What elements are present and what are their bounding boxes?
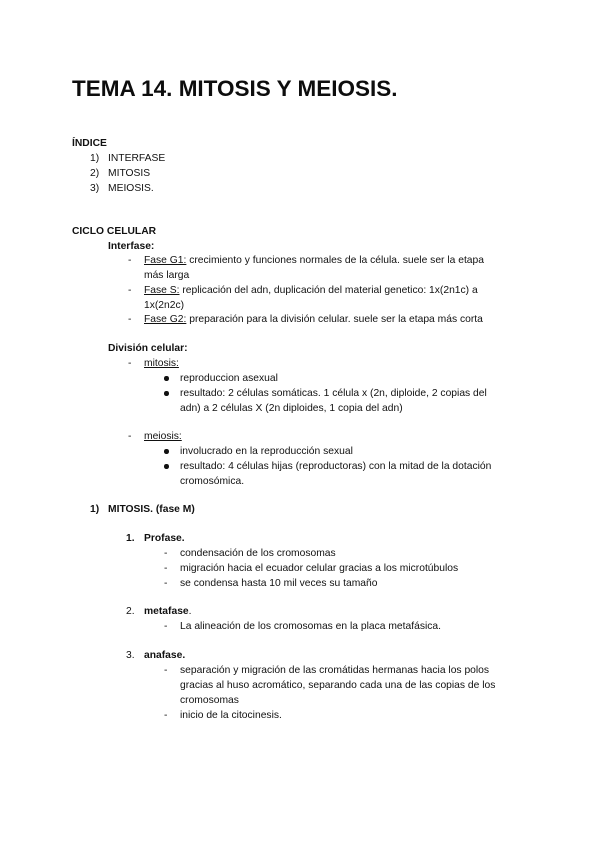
phase-name-suffix: . — [188, 606, 192, 617]
list-item-g1 — [144, 253, 484, 268]
dash-bullet: - — [164, 710, 168, 721]
dash-bullet: - — [128, 314, 132, 325]
term-label: Fase S: — [144, 285, 180, 296]
phase-item-continuation: cromosomas — [180, 695, 239, 706]
section-heading-ciclo-celular: CICLO CELULAR — [72, 226, 157, 237]
phase-item: se condensa hasta 10 mil veces su tamaño — [180, 578, 378, 589]
list-item-continuation: más larga — [144, 270, 190, 281]
phase-item: condensación de los cromosomas — [180, 548, 336, 559]
index-item-number: 1) — [90, 153, 100, 164]
phase-item: inicio de la citocinesis. — [180, 710, 282, 721]
phase-name-metafase — [144, 604, 192, 619]
index-item-number: 3) — [90, 183, 100, 194]
bullet-item-continuation: cromosómica. — [180, 476, 245, 487]
bullet-item: resultado: 2 células somáticas. 1 célula x (2n, diploide, 2 copias del — [180, 388, 487, 399]
term-text: replicación del adn, duplicación del material genetico: 1x(2n1c) a — [179, 285, 478, 296]
dash-bullet: - — [128, 285, 132, 296]
section-number: 1) — [90, 504, 100, 515]
dash-bullet: - — [128, 358, 132, 369]
index-item: INTERFASE — [108, 153, 166, 164]
term-text: crecimiento y funciones normales de la célula. suele ser la etapa — [186, 255, 484, 266]
term-text: preparación para la división celular. suele ser la etapa más corta — [186, 314, 483, 325]
subheading-interfase: Interfase: — [108, 241, 155, 252]
bullet-item-continuation: adn) a 2 células X (2n diploides, 1 copia del adn) — [180, 403, 403, 414]
dash-bullet: - — [164, 578, 168, 589]
bullet-dot — [164, 376, 169, 381]
index-item: MITOSIS — [108, 168, 151, 179]
list-item-s — [144, 283, 478, 298]
phase-number: 2. — [126, 606, 135, 617]
subheading-division-celular: División celular: — [108, 343, 188, 354]
bullet-item: resultado: 4 células hijas (reproductoras) con la mitad de la dotación — [180, 461, 492, 472]
dash-bullet: - — [128, 431, 132, 442]
list-item-g2 — [144, 312, 483, 327]
section-heading-mitosis: MITOSIS. (fase M) — [108, 504, 195, 515]
phase-item: migración hacia el ecuador celular gracias a los microtúbulos — [180, 563, 459, 574]
dash-bullet: - — [128, 255, 132, 266]
dash-bullet: - — [164, 665, 168, 676]
index-item-number: 2) — [90, 168, 100, 179]
index-heading: ÍNDICE — [72, 138, 107, 149]
dash-bullet: - — [164, 548, 168, 559]
phase-item: La alineación de los cromosomas en la placa metafásica. — [180, 621, 441, 632]
phase-item: separación y migración de las cromátidas hermanas hacia los polos — [180, 665, 490, 676]
bullet-dot — [164, 391, 169, 396]
phase-number: 1. — [126, 533, 135, 544]
term-mitosis: mitosis: — [144, 358, 179, 369]
bullet-dot — [164, 449, 169, 454]
term-meiosis: meiosis: — [144, 431, 182, 442]
bullet-item: involucrado en la reproducción sexual — [180, 446, 353, 457]
dash-bullet: - — [164, 621, 168, 632]
bullet-item: reproduccion asexual — [180, 373, 278, 384]
phase-name-profase: Profase. — [144, 533, 185, 544]
index-item: MEIOSIS. — [108, 183, 154, 194]
term-label: Fase G1: — [144, 255, 187, 266]
phase-number: 3. — [126, 650, 135, 661]
phase-name: metafase — [144, 606, 189, 617]
dash-bullet: - — [164, 563, 168, 574]
term-label: Fase G2: — [144, 314, 187, 325]
list-item-continuation: 1x(2n2c) — [144, 300, 185, 311]
phase-name-anafase: anafase. — [144, 650, 186, 661]
bullet-dot — [164, 464, 169, 469]
phase-item-continuation: gracias al huso acromático, separando cada una de las copias de los — [180, 680, 496, 691]
page-title: TEMA 14. MITOSIS Y MEIOSIS. — [72, 76, 398, 101]
